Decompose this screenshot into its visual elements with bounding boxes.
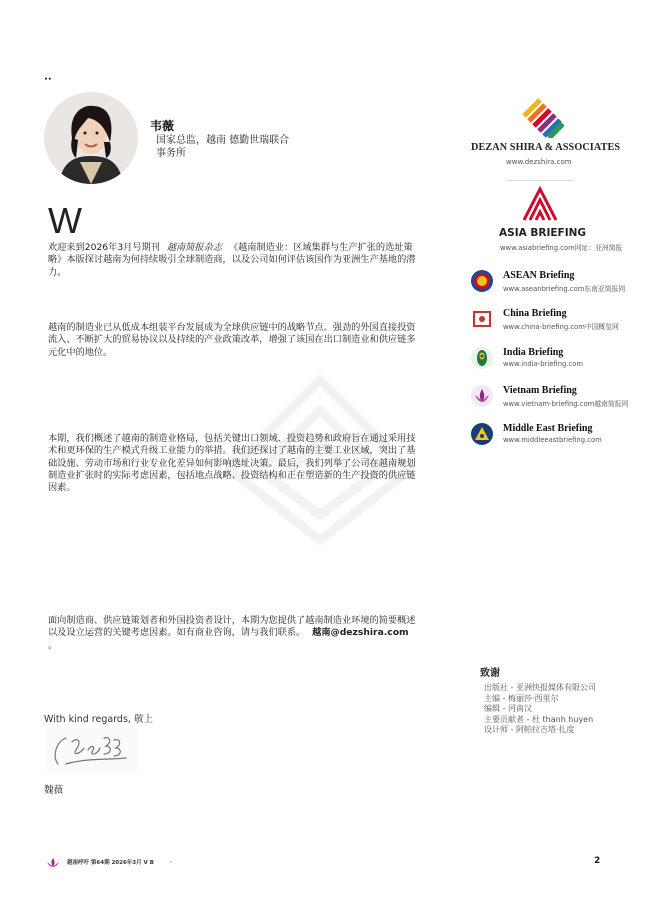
- dezan-shira-name: DEZAN SHIRA & ASSOCIATES: [471, 142, 621, 153]
- briefing-url[interactable]: www.china-briefing.com中国概览网: [503, 323, 619, 331]
- briefing-url[interactable]: www.india-briefing.com: [503, 360, 583, 368]
- author-role: 国家总监，越南 德勤世瑞联合事务所: [156, 135, 290, 159]
- asia-briefing-logo-icon: [520, 186, 560, 222]
- briefing-url[interactable]: www.vietnam-briefing.com越南简报网: [503, 400, 629, 408]
- briefing-name: Vietnam Briefing: [503, 385, 577, 396]
- briefing-item-vietnam[interactable]: [471, 383, 641, 415]
- acknowledgements-list: [484, 683, 604, 736]
- dezan-shira-logo-icon: [520, 94, 564, 138]
- footer-dot: ·: [169, 860, 172, 866]
- handwritten-signature: [46, 728, 138, 774]
- dezan-shira-url[interactable]: www.dezshira.com: [506, 158, 572, 166]
- intro-paragraph-4: [48, 615, 420, 652]
- briefing-url[interactable]: www.middleeastbriefing.com: [503, 436, 602, 444]
- briefing-name: Middle East Briefing: [503, 423, 593, 434]
- page-number: 2: [594, 856, 601, 866]
- asia-briefing-title: ASIA BRIEFING: [499, 227, 587, 239]
- footer-text: 越南呼吁 第64期 2026年3月 V B: [67, 860, 154, 866]
- briefing-item-middle-east[interactable]: [471, 421, 641, 453]
- author-avatar: [44, 92, 138, 184]
- magazine-title: 越南简报杂志: [166, 242, 222, 253]
- header-mark: ••: [44, 76, 52, 83]
- intro-text: 。: [48, 639, 58, 651]
- contact-email-link[interactable]: 越南@dezshira.com: [312, 627, 409, 639]
- asean-emblem-icon: [471, 270, 493, 292]
- footer-lotus-icon: [46, 854, 60, 866]
- briefing-url[interactable]: www.aseanbriefing.com东南亚简报网: [503, 285, 626, 293]
- briefing-item-asean[interactable]: [471, 268, 641, 300]
- asia-briefing-url[interactable]: www.asiabriefing.com网址：亚洲简报: [500, 244, 623, 252]
- intro-text: 欢迎来到2026年3月号期刊: [48, 242, 160, 253]
- middle-east-emblem-icon: [471, 423, 493, 445]
- acknowledgement-line: 主要贡献者 - 杜 thanh huyen: [484, 714, 594, 724]
- footer-publication-info: [67, 858, 172, 866]
- intro-paragraph-1: [48, 242, 420, 279]
- acknowledgement-line: 设计师 - 阿帕拉吉塔·扎度: [484, 725, 575, 735]
- briefing-name: ASEAN Briefing: [503, 270, 575, 281]
- briefing-item-india[interactable]: [471, 345, 641, 377]
- signer-name: 魏薇: [44, 785, 64, 796]
- lotus-icon: [471, 385, 493, 407]
- acknowledgement-line: 出版社 - 亚洲快报媒体有限公司: [484, 683, 596, 692]
- closing-regards: With kind regards, 敬上: [44, 714, 153, 725]
- dropcap-letter: W: [48, 200, 82, 241]
- briefing-name: India Briefing: [503, 347, 564, 358]
- acknowledgement-line: 主编 - 梅丽莎·西里尔: [484, 693, 559, 703]
- acknowledgements-title: 致谢: [480, 668, 500, 679]
- author-name: 韦薇: [150, 119, 175, 133]
- divider: [506, 180, 574, 181]
- briefing-name: China Briefing: [503, 308, 567, 319]
- intro-text: 《越南制造业：区域集群与生产扩张的选址策略》本版探讨越南为何持续吸引全球制造商，以及公司如何评估该国作为亚洲生产基地的潜力。: [48, 242, 416, 278]
- china-flag-icon: [471, 308, 493, 330]
- intro-paragraph-3: 本期，我们概述了越南的制造业格局，包括关键出口领域、投资趋势和政府旨在通过采用技术和更环保的生产模式升级工业能力的举措。我们还探讨了越南的主要工业区域，突出了基础设施、劳动市场和行业专业化差异如何影响选址决策。最后，我们列举了公司在越南规划制造业扩张时的实际考虑因素，包括地点战略、投资结构和正在塑造新的生产投资的供应链因素。: [48, 433, 416, 494]
- acknowledgement-line: 编辑 - 河南汉: [484, 704, 532, 714]
- intro-text: 面向制造商、供应链策划者和外国投资者设计，本期为您提供了越南制造业环境的简要概述以及设立运营的关键考虑因素。如有商业咨询，请与我们联系。: [48, 615, 416, 639]
- briefing-item-china[interactable]: [471, 306, 641, 338]
- intro-paragraph-2: 越南的制造业已从低成本组装平台发展成为全球供应链中的战略节点。强劲的外国直接投资流入、不断扩大的贸易协议以及持续的产业政策改革，增强了该国在出口制造业和供应链多元化中的地位。: [48, 322, 416, 358]
- peacock-feather-icon: [471, 347, 493, 369]
